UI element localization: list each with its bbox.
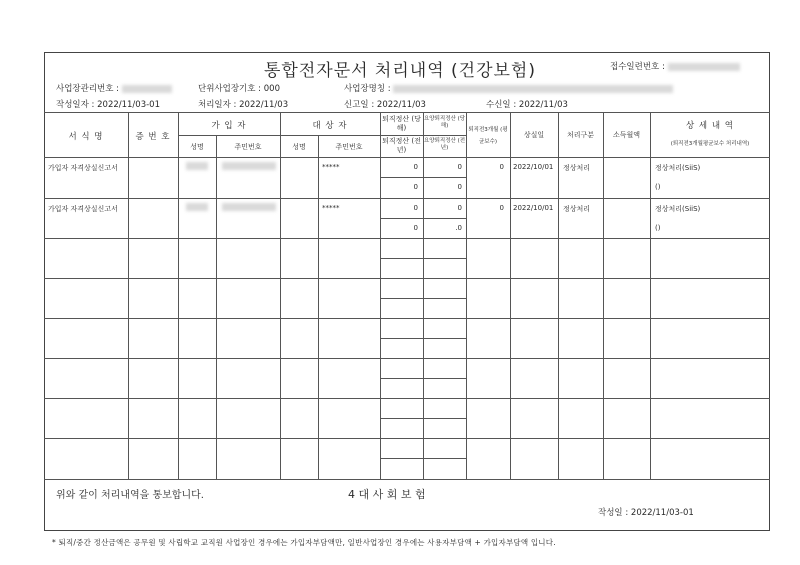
grid-line bbox=[44, 198, 770, 199]
row-process: 정상처리 bbox=[563, 205, 591, 213]
grid-line bbox=[603, 112, 604, 479]
grid-line bbox=[178, 112, 179, 479]
col-cert-no: 증 번 호 bbox=[135, 132, 171, 142]
created-value: 2022/11/03-01 bbox=[97, 100, 160, 110]
grid-line bbox=[558, 112, 559, 479]
col-rrn-2: 주민번호 bbox=[335, 143, 363, 151]
grid-line bbox=[178, 135, 380, 136]
row-loss-date: 2022/10/01 bbox=[513, 204, 554, 212]
col-form-name: 서 식 명 bbox=[68, 132, 104, 142]
notice-text: 위와 같이 처리내역을 통보합니다. bbox=[56, 490, 204, 501]
written-label: 작성일 : bbox=[598, 508, 629, 518]
grid-line bbox=[44, 318, 770, 319]
row-ltc-prev: .0 bbox=[455, 224, 462, 232]
reported-label: 신고일 : bbox=[344, 100, 375, 110]
org-name: 4 대 사 회 보 험 bbox=[348, 488, 426, 501]
written-date bbox=[598, 506, 694, 518]
grid-line bbox=[44, 398, 770, 399]
redacted-name bbox=[186, 162, 208, 170]
row-detail-extra: () bbox=[655, 224, 661, 232]
col-ltc-prev: 요양퇴직정산 (전년) bbox=[423, 138, 466, 151]
unit-value: 000 bbox=[263, 84, 280, 94]
row-ltc-prev: 0 bbox=[457, 183, 462, 191]
col-monthly-income: 소득월액 bbox=[612, 131, 641, 139]
row-retire-prev: 0 bbox=[413, 183, 418, 191]
grid-line bbox=[44, 238, 770, 239]
row-target-rrn: ***** bbox=[322, 204, 340, 212]
col-retire-current: 퇴직정산 (당해) bbox=[382, 115, 421, 132]
received-value: 2022/11/03 bbox=[518, 100, 568, 110]
col-details-sub: (퇴직전3개월평균보수 처리내역) bbox=[670, 141, 750, 147]
row-ltc-current: 0 bbox=[457, 204, 462, 212]
received-label: 수신일 : bbox=[486, 100, 517, 110]
redacted-rrn bbox=[222, 162, 276, 170]
grid-line bbox=[280, 112, 281, 479]
redacted-name bbox=[186, 203, 208, 211]
col-rrn: 주민번호 bbox=[234, 143, 262, 151]
grid-line bbox=[510, 112, 511, 479]
row-ltc-current: 0 bbox=[457, 163, 462, 171]
col-process-type: 처리구분 bbox=[566, 131, 595, 139]
col-ltc-current: 요양퇴직정산 (당해) bbox=[423, 116, 466, 129]
col-name-2: 성명 bbox=[292, 143, 306, 151]
grid-line bbox=[216, 135, 217, 479]
col-name: 성명 bbox=[190, 143, 204, 151]
written-value: 2022/11/03-01 bbox=[630, 508, 694, 518]
mgmt-label: 사업장관리번호 : bbox=[56, 84, 120, 94]
col-target: 대 상 자 bbox=[312, 121, 348, 131]
row-months3: 0 bbox=[499, 204, 504, 212]
grid-line bbox=[650, 112, 651, 479]
row-form: 가입자 자격상실신고서 bbox=[48, 205, 118, 213]
processed-label: 처리일자 : bbox=[198, 100, 237, 110]
receipt-label: 접수일련번호 : bbox=[610, 62, 665, 72]
grid-line bbox=[44, 278, 770, 279]
col-months-3: 퇴직전3개월 (평균보수) bbox=[468, 127, 508, 145]
unit-label: 단위사업장기호 : bbox=[198, 84, 262, 94]
col-subscriber: 가 입 자 bbox=[211, 121, 247, 131]
biz-label: 사업장명칭 : bbox=[344, 84, 391, 94]
row-process: 정상처리 bbox=[563, 164, 591, 172]
row-loss-date: 2022/10/01 bbox=[513, 163, 554, 171]
row-months3: 0 bbox=[499, 163, 504, 171]
col-details: 상 세 내 역 bbox=[686, 121, 734, 131]
row-retire-prev: 0 bbox=[413, 224, 418, 232]
created-label: 작성일자 : bbox=[56, 100, 95, 110]
reported-value: 2022/11/03 bbox=[376, 100, 426, 110]
page-title: 통합전자문서 처리내역 (건강보험) bbox=[264, 61, 536, 81]
grid-line bbox=[44, 479, 770, 480]
grid-line bbox=[128, 112, 129, 479]
row-detail: 정상처리(SiiS) bbox=[655, 205, 701, 213]
row-target-rrn: ***** bbox=[322, 163, 340, 171]
row-retire-current: 0 bbox=[413, 204, 418, 212]
footnote: * 퇴직/중간 정산금액은 공무원 및 사립학교 교직원 사업장인 경우에는 가입자부담액만, 일반사업장인 경우에는 사용자부담액 + 가입자부담액 입니다. bbox=[52, 538, 556, 547]
grid-line bbox=[44, 112, 770, 113]
grid-line bbox=[44, 157, 770, 158]
col-retire-prev: 퇴직정산 (전년) bbox=[382, 137, 421, 154]
redacted-rrn bbox=[222, 203, 276, 211]
processed-value: 2022/11/03 bbox=[239, 100, 289, 110]
row-detail: 정상처리(SiiS) bbox=[655, 164, 701, 172]
col-loss-date: 상실일 bbox=[523, 131, 545, 139]
grid-line bbox=[44, 358, 770, 359]
row-retire-current: 0 bbox=[413, 163, 418, 171]
grid-line bbox=[44, 438, 770, 439]
row-form: 가입자 자격상실신고서 bbox=[48, 164, 118, 172]
grid-line bbox=[318, 135, 319, 479]
row-detail-extra: () bbox=[655, 183, 661, 191]
